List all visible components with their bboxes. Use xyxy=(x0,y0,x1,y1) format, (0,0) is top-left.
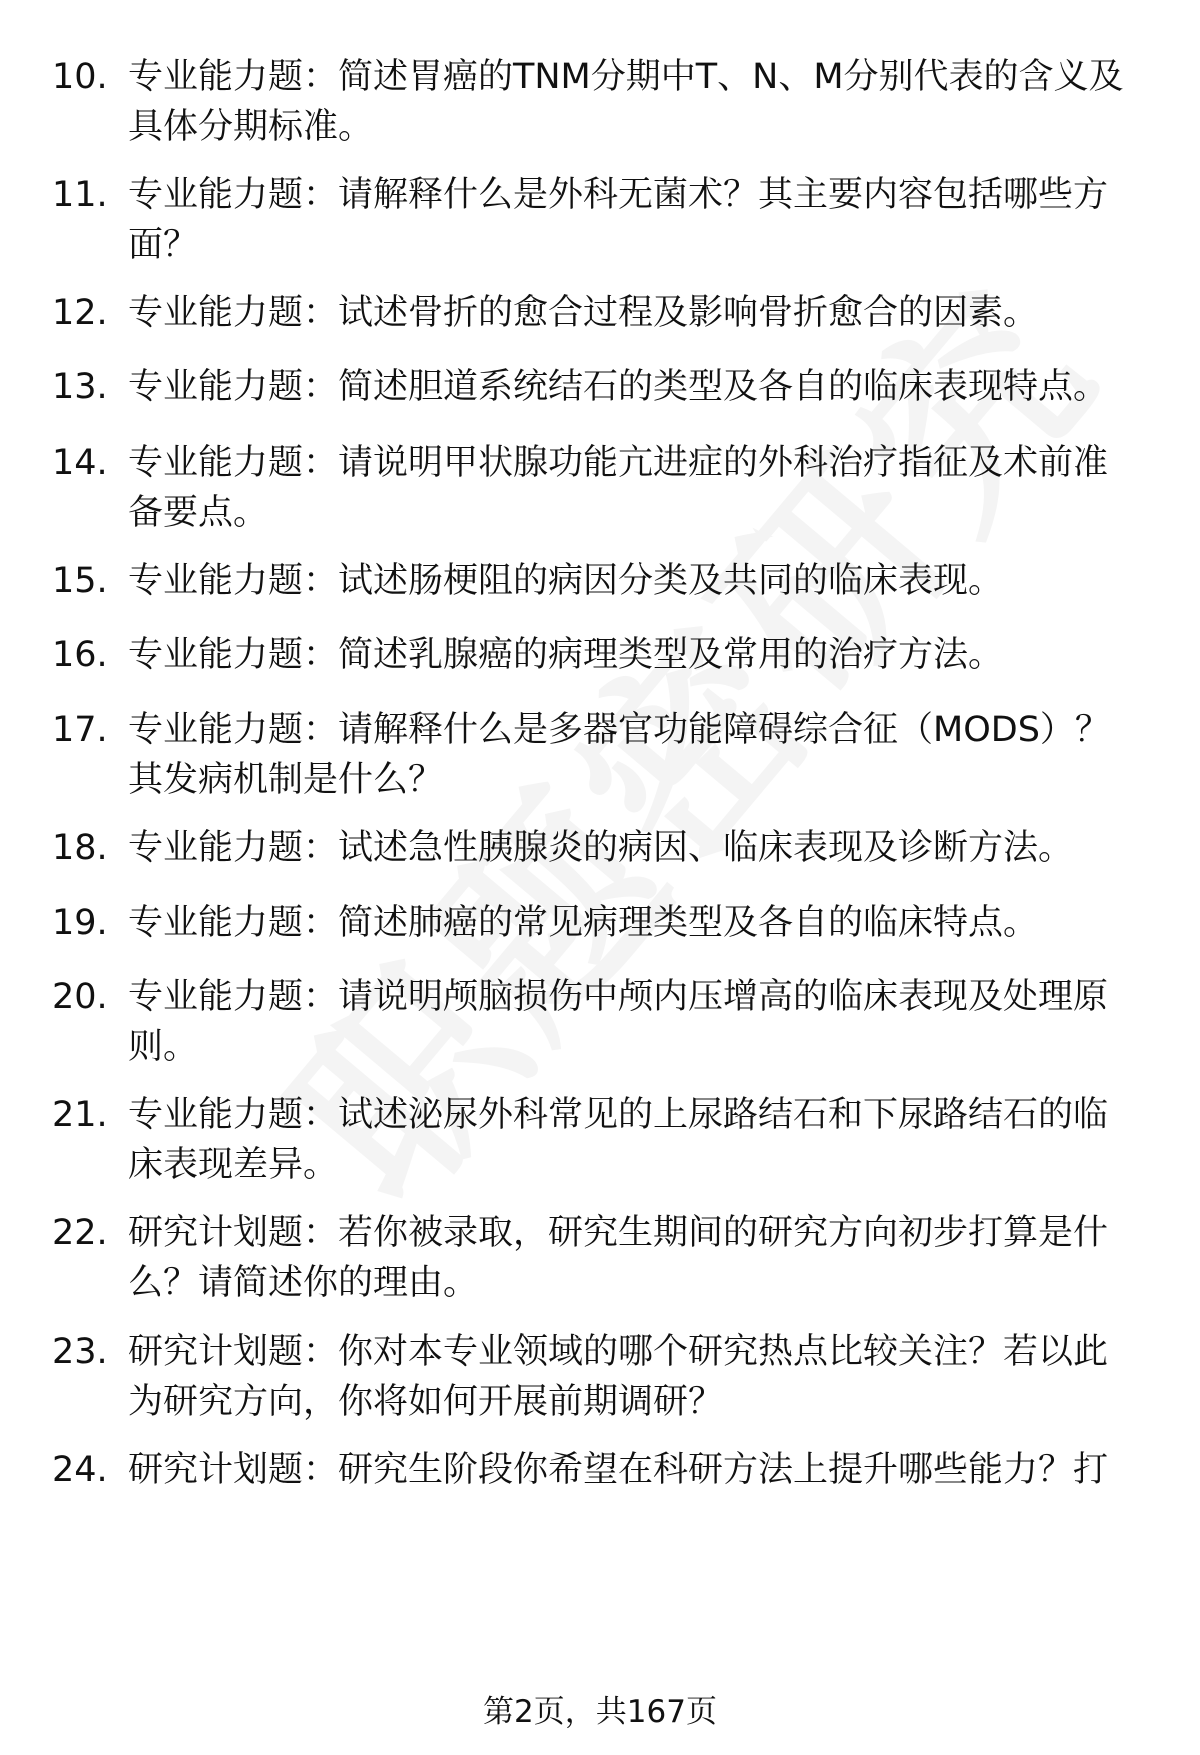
question-number: 23. xyxy=(52,1332,108,1372)
question-number: 11. xyxy=(52,175,108,215)
page-footer: 第2页，共167页 xyxy=(483,1694,717,1730)
question-number: 20. xyxy=(52,977,108,1017)
question-text: 专业能力题：试述急性胰腺炎的病因、临床表现及诊断方法。 xyxy=(128,828,1074,868)
question-number: 16. xyxy=(52,635,108,675)
question-number: 22. xyxy=(52,1213,108,1253)
question-number: 13. xyxy=(52,367,108,407)
question-number: 19. xyxy=(52,903,108,943)
question-number: 18. xyxy=(52,828,108,868)
question-text: 专业能力题：请解释什么是多器官功能障碍综合征（MODS）？其发病机制是什么？ xyxy=(128,710,1110,800)
question-number: 10. xyxy=(52,57,108,97)
question-text: 研究计划题：研究生阶段你希望在科研方法上提升哪些能力？打 xyxy=(128,1450,1109,1490)
question-text: 专业能力题：请说明甲状腺功能亢进症的外科治疗指征及术前准备要点。 xyxy=(128,443,1109,533)
question-number: 24. xyxy=(52,1450,108,1490)
question-text: 专业能力题：简述乳腺癌的病理类型及常用的治疗方法。 xyxy=(128,635,1004,675)
question-number: 17. xyxy=(52,710,108,750)
question-text: 专业能力题：试述泌尿外科常见的上尿路结石和下尿路结石的临床表现差异。 xyxy=(128,1095,1109,1185)
question-text: 专业能力题：请说明颅脑损伤中颅内压增高的临床表现及处理原则。 xyxy=(128,977,1109,1067)
question-number: 21. xyxy=(52,1095,108,1135)
question-number: 12. xyxy=(52,293,108,333)
question-text: 专业能力题：请解释什么是外科无菌术？其主要内容包括哪些方面？ xyxy=(128,175,1109,265)
question-text: 专业能力题：简述肺癌的常见病理类型及各自的临床特点。 xyxy=(128,903,1039,943)
question-text: 专业能力题：试述骨折的愈合过程及影响骨折愈合的因素。 xyxy=(128,293,1039,333)
question-text: 研究计划题：你对本专业领域的哪个研究热点比较关注？若以此为研究方向，你将如何开展前期调研？ xyxy=(128,1332,1109,1422)
question-text: 专业能力题：简述胆道系统结石的类型及各自的临床表现特点。 xyxy=(128,367,1109,407)
question-text: 专业能力题：简述胃癌的TNM分期中T、N、M分别代表的含义及具体分期标准。 xyxy=(128,57,1124,147)
question-text: 专业能力题：试述肠梗阻的病因分类及共同的临床表现。 xyxy=(128,561,1004,601)
question-number: 15. xyxy=(52,561,108,601)
question-number: 14. xyxy=(52,443,108,483)
question-text: 研究计划题：若你被录取，研究生期间的研究方向初步打算是什么？请简述你的理由。 xyxy=(128,1213,1109,1303)
